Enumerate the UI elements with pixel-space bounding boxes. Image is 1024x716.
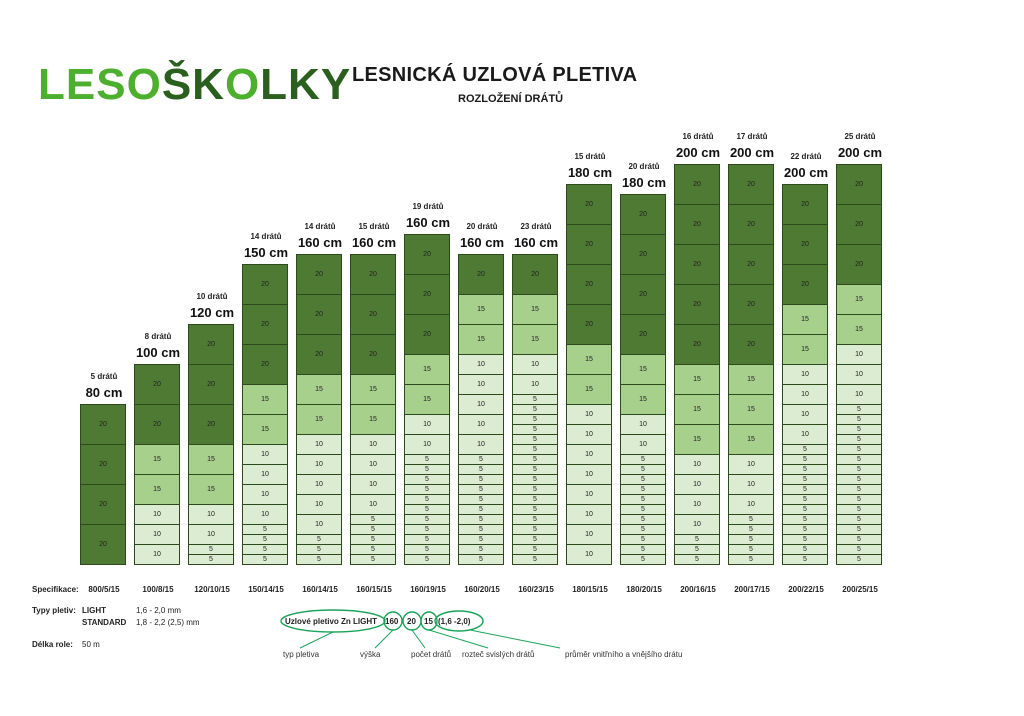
wire-gap-cell: 10 xyxy=(728,494,774,515)
wire-gap-cell: 5 xyxy=(782,484,828,495)
wire-gap-cell: 5 xyxy=(458,554,504,565)
wire-gap-cell: 5 xyxy=(296,554,342,565)
wire-gap-cell: 10 xyxy=(134,544,180,565)
wire-gap-cell: 15 xyxy=(404,384,450,415)
wire-gap-cell: 5 xyxy=(350,544,396,555)
wire-gap-cell: 5 xyxy=(728,524,774,535)
wire-gap-cell: 15 xyxy=(404,354,450,385)
height-label: 120 cm xyxy=(189,305,235,320)
roll-value: 50 m xyxy=(82,640,100,649)
wire-gap-cell: 10 xyxy=(458,394,504,415)
wire-gap-cell: 5 xyxy=(782,494,828,505)
wire-gap-cell: 20 xyxy=(674,284,720,325)
spec-value: 160/15/15 xyxy=(356,585,392,594)
wire-gap-cell: 5 xyxy=(512,514,558,525)
spec-value: 100/8/15 xyxy=(142,585,174,594)
wire-gap-cell: 5 xyxy=(296,534,342,545)
wire-gap-cell: 20 xyxy=(836,244,882,285)
wire-gap-cell: 10 xyxy=(242,504,288,525)
callout-lines xyxy=(300,630,560,648)
height-label: 150 cm xyxy=(243,245,289,260)
wire-gap-cell: 5 xyxy=(188,554,234,565)
wire-gap-cell: 5 xyxy=(728,544,774,555)
page-title: LESNICKÁ UZLOVÁ PLETIVA xyxy=(352,64,638,86)
wire-gap-cell: 15 xyxy=(620,384,666,415)
standard-label: STANDARD xyxy=(82,618,127,627)
light-label: LIGHT xyxy=(82,606,106,615)
spec-value: 160/23/15 xyxy=(518,585,554,594)
height-label: 180 cm xyxy=(567,165,613,180)
wire-gap-cell: 5 xyxy=(620,504,666,515)
wire-gap-cell: 20 xyxy=(782,224,828,265)
height-label: 160 cm xyxy=(351,235,397,250)
wire-gap-cell: 5 xyxy=(404,504,450,515)
wire-gap-cell: 20 xyxy=(566,264,612,305)
wire-gap-cell: 10 xyxy=(296,434,342,455)
wire-gap-cell: 10 xyxy=(566,404,612,425)
wire-gap-cell: 5 xyxy=(512,504,558,515)
wire-gap-cell: 5 xyxy=(620,454,666,465)
wire-gap-cell: 20 xyxy=(458,254,504,295)
wire-gap-cell: 20 xyxy=(620,194,666,235)
wire-gap-cell: 5 xyxy=(620,544,666,555)
wire-count-label: 23 drátů xyxy=(520,222,552,231)
wire-gap-cell: 20 xyxy=(512,254,558,295)
wire-count-label: 20 drátů xyxy=(466,222,498,231)
wire-gap-cell: 15 xyxy=(836,314,882,345)
spec-value: 150/14/15 xyxy=(248,585,284,594)
wire-gap-cell: 15 xyxy=(782,304,828,335)
wire-gap-cell: 5 xyxy=(836,494,882,505)
wire-gap-cell: 5 xyxy=(728,514,774,525)
wire-gap-cell: 10 xyxy=(566,464,612,485)
wire-gap-cell: 5 xyxy=(350,514,396,525)
wire-gap-cell: 5 xyxy=(512,454,558,465)
wire-gap-cell: 10 xyxy=(836,344,882,365)
wire-gap-cell: 5 xyxy=(512,394,558,405)
wire-gap-cell: 5 xyxy=(620,474,666,485)
spec-value: 200/25/15 xyxy=(842,585,878,594)
wire-count-label: 22 drátů xyxy=(790,152,822,161)
wire-gap-cell: 5 xyxy=(782,554,828,565)
wire-gap-cell: 10 xyxy=(296,494,342,515)
wire-gap-cell: 15 xyxy=(728,364,774,395)
spec-value: 200/16/15 xyxy=(680,585,716,594)
wire-gap-cell: 10 xyxy=(350,434,396,455)
wire-gap-cell: 15 xyxy=(836,284,882,315)
wire-gap-cell: 5 xyxy=(404,454,450,465)
wire-gap-cell: 5 xyxy=(512,444,558,455)
wire-gap-cell: 5 xyxy=(512,494,558,505)
standard-value: 1,8 - 2,2 (2,5) mm xyxy=(136,618,200,627)
wire-gap-cell: 20 xyxy=(296,334,342,375)
wire-gap-cell: 10 xyxy=(620,414,666,435)
wire-gap-cell: 5 xyxy=(782,444,828,455)
wire-gap-cell: 15 xyxy=(782,334,828,365)
wire-gap-cell: 10 xyxy=(458,374,504,395)
annotation-height: výška xyxy=(360,650,381,659)
wire-gap-cell: 10 xyxy=(674,514,720,535)
wire-gap-cell: 10 xyxy=(836,364,882,385)
wire-gap-cell: 5 xyxy=(458,504,504,515)
wire-gap-cell: 5 xyxy=(458,524,504,535)
spec-value: 800/5/15 xyxy=(88,585,120,594)
wire-gap-cell: 20 xyxy=(188,364,234,405)
height-label: 160 cm xyxy=(513,235,559,250)
wire-gap-cell: 10 xyxy=(566,524,612,545)
wire-gap-cell: 10 xyxy=(566,424,612,445)
wire-gap-cell: 10 xyxy=(458,414,504,435)
wire-gap-cell: 5 xyxy=(836,414,882,425)
example-count: 20 xyxy=(407,617,416,626)
wire-gap-cell: 20 xyxy=(188,404,234,445)
wire-gap-cell: 20 xyxy=(782,264,828,305)
wire-gap-cell: 10 xyxy=(782,404,828,425)
example-spacing: 15 xyxy=(424,617,433,626)
wire-gap-cell: 15 xyxy=(674,424,720,455)
wire-gap-cell: 20 xyxy=(620,274,666,315)
wire-gap-cell: 5 xyxy=(404,554,450,565)
wire-gap-cell: 20 xyxy=(242,304,288,345)
wire-gap-cell: 5 xyxy=(188,544,234,555)
wire-count-label: 10 drátů xyxy=(196,292,228,301)
wire-gap-cell: 15 xyxy=(512,294,558,325)
height-label: 160 cm xyxy=(297,235,343,250)
example-height: 160 xyxy=(385,617,399,626)
annotation-diameter: průměr vnitřního a vnějšího drátu xyxy=(565,650,683,659)
wire-gap-cell: 20 xyxy=(728,284,774,325)
wire-gap-cell: 20 xyxy=(836,164,882,205)
spec-value: 160/14/15 xyxy=(302,585,338,594)
wire-count-label: 20 drátů xyxy=(628,162,660,171)
height-label: 180 cm xyxy=(621,175,667,190)
wire-gap-cell: 5 xyxy=(512,554,558,565)
wire-gap-cell: 10 xyxy=(350,474,396,495)
wire-gap-cell: 10 xyxy=(404,414,450,435)
wire-gap-cell: 5 xyxy=(512,434,558,445)
wire-gap-cell: 5 xyxy=(242,554,288,565)
wire-gap-cell: 10 xyxy=(134,524,180,545)
wire-gap-cell: 5 xyxy=(674,544,720,555)
wire-gap-cell: 5 xyxy=(404,474,450,485)
wire-gap-cell: 5 xyxy=(782,534,828,545)
wire-gap-cell: 5 xyxy=(620,534,666,545)
wire-gap-cell: 15 xyxy=(134,474,180,505)
wire-count-label: 15 drátů xyxy=(358,222,390,231)
wire-gap-cell: 10 xyxy=(296,474,342,495)
wire-gap-cell: 20 xyxy=(674,324,720,365)
wire-gap-cell: 10 xyxy=(296,514,342,535)
wire-gap-cell: 10 xyxy=(350,494,396,515)
wire-gap-cell: 10 xyxy=(242,464,288,485)
wire-gap-cell: 5 xyxy=(512,484,558,495)
height-label: 160 cm xyxy=(405,215,451,230)
wire-gap-cell: 5 xyxy=(458,534,504,545)
wire-gap-cell: 10 xyxy=(566,544,612,565)
wire-count-label: 19 drátů xyxy=(412,202,444,211)
height-label: 200 cm xyxy=(675,145,721,160)
wire-gap-cell: 10 xyxy=(134,504,180,525)
wire-gap-cell: 5 xyxy=(782,544,828,555)
wire-gap-cell: 5 xyxy=(620,554,666,565)
wire-gap-cell: 5 xyxy=(404,544,450,555)
wire-gap-cell: 20 xyxy=(674,244,720,285)
wire-gap-cell: 5 xyxy=(512,404,558,415)
wire-gap-cell: 20 xyxy=(728,164,774,205)
wire-gap-cell: 20 xyxy=(80,484,126,525)
wire-gap-cell: 5 xyxy=(836,554,882,565)
wire-gap-cell: 5 xyxy=(782,454,828,465)
wire-gap-cell: 15 xyxy=(242,384,288,415)
wire-gap-cell: 10 xyxy=(350,454,396,475)
types-label: Typy pletiv: xyxy=(32,606,76,615)
wire-count-label: 8 drátů xyxy=(144,332,172,341)
height-label: 200 cm xyxy=(837,145,883,160)
wire-gap-cell: 5 xyxy=(404,534,450,545)
spec-label: Specifikace: xyxy=(32,585,79,594)
wire-gap-cell: 5 xyxy=(836,484,882,495)
annotation-count: počet drátů xyxy=(411,650,452,659)
wire-gap-cell: 5 xyxy=(404,514,450,525)
wire-gap-cell: 5 xyxy=(242,524,288,535)
wire-gap-cell: 5 xyxy=(404,464,450,475)
wire-gap-cell: 5 xyxy=(242,544,288,555)
wire-count-label: 5 drátů xyxy=(90,372,118,381)
wire-gap-cell: 5 xyxy=(836,444,882,455)
wire-gap-cell: 5 xyxy=(512,464,558,475)
wire-gap-cell: 15 xyxy=(674,364,720,395)
wire-gap-cell: 5 xyxy=(512,424,558,435)
wire-gap-cell: 10 xyxy=(512,354,558,375)
wire-gap-cell: 20 xyxy=(80,524,126,565)
wire-count-label: 14 drátů xyxy=(250,232,282,241)
wire-gap-cell: 5 xyxy=(512,414,558,425)
wire-gap-cell: 5 xyxy=(782,464,828,475)
height-label: 200 cm xyxy=(783,165,829,180)
page-subtitle: ROZLOŽENÍ DRÁTŮ xyxy=(458,93,564,105)
wire-count-label: 15 drátů xyxy=(574,152,606,161)
spec-value: 160/19/15 xyxy=(410,585,446,594)
wire-gap-cell: 10 xyxy=(620,434,666,455)
wire-gap-cell: 20 xyxy=(404,234,450,275)
wire-gap-cell: 5 xyxy=(242,534,288,545)
wire-gap-cell: 15 xyxy=(350,404,396,435)
wire-gap-cell: 20 xyxy=(728,204,774,245)
spec-value: 160/20/15 xyxy=(464,585,500,594)
wire-gap-cell: 5 xyxy=(350,524,396,535)
roll-label: Délka role: xyxy=(32,640,73,649)
wire-gap-cell: 15 xyxy=(296,404,342,435)
spec-value: 180/20/15 xyxy=(626,585,662,594)
wire-gap-cell: 20 xyxy=(674,164,720,205)
wire-gap-cell: 5 xyxy=(404,484,450,495)
wire-gap-cell: 15 xyxy=(674,394,720,425)
wire-gap-cell: 20 xyxy=(80,444,126,485)
wire-gap-cell: 5 xyxy=(836,404,882,415)
wire-gap-cell: 20 xyxy=(728,244,774,285)
wire-count-label: 17 drátů xyxy=(736,132,768,141)
wire-gap-cell: 5 xyxy=(836,504,882,515)
wire-gap-cell: 5 xyxy=(458,454,504,465)
wire-gap-cell: 10 xyxy=(242,444,288,465)
wire-gap-cell: 10 xyxy=(242,484,288,505)
wire-gap-cell: 5 xyxy=(620,484,666,495)
wire-gap-cell: 5 xyxy=(512,534,558,545)
wire-gap-cell: 20 xyxy=(836,204,882,245)
wire-gap-cell: 20 xyxy=(296,294,342,335)
wire-gap-cell: 20 xyxy=(242,344,288,385)
height-label: 200 cm xyxy=(729,145,775,160)
wire-gap-cell: 5 xyxy=(458,464,504,475)
wire-gap-cell: 10 xyxy=(458,434,504,455)
wire-gap-cell: 5 xyxy=(350,554,396,565)
wire-gap-cell: 20 xyxy=(620,234,666,275)
wire-gap-cell: 10 xyxy=(782,384,828,405)
wire-gap-cell: 15 xyxy=(512,324,558,355)
wire-gap-cell: 5 xyxy=(836,464,882,475)
wire-gap-cell: 15 xyxy=(728,394,774,425)
wire-gap-cell: 5 xyxy=(836,424,882,435)
wire-gap-cell: 5 xyxy=(674,534,720,545)
wire-gap-cell: 10 xyxy=(566,504,612,525)
wire-gap-cell: 20 xyxy=(404,274,450,315)
wire-gap-cell: 15 xyxy=(134,444,180,475)
wire-gap-cell: 5 xyxy=(782,504,828,515)
wire-gap-cell: 5 xyxy=(296,544,342,555)
wire-gap-cell: 5 xyxy=(728,554,774,565)
wire-gap-cell: 5 xyxy=(620,464,666,475)
wire-gap-cell: 5 xyxy=(674,554,720,565)
example-name: Uzlové pletivo Zn LIGHT xyxy=(285,617,378,626)
wire-gap-cell: 5 xyxy=(458,474,504,485)
wire-gap-cell: 10 xyxy=(404,434,450,455)
logo: LESOŠKOLKY xyxy=(38,60,352,109)
wire-gap-cell: 5 xyxy=(782,524,828,535)
wire-gap-cell: 20 xyxy=(134,364,180,405)
wire-gap-cell: 20 xyxy=(404,314,450,355)
wire-gap-cell: 15 xyxy=(242,414,288,445)
height-label: 80 cm xyxy=(85,385,123,400)
wire-gap-cell: 5 xyxy=(836,534,882,545)
wire-gap-cell: 15 xyxy=(458,294,504,325)
wire-gap-cell: 5 xyxy=(836,474,882,485)
spec-value: 180/15/15 xyxy=(572,585,608,594)
wire-gap-cell: 5 xyxy=(836,524,882,535)
wire-gap-cell: 20 xyxy=(566,184,612,225)
wire-gap-cell: 10 xyxy=(674,474,720,495)
wire-gap-cell: 20 xyxy=(80,404,126,445)
wire-gap-cell: 5 xyxy=(512,474,558,485)
wire-gap-cell: 5 xyxy=(836,544,882,555)
wire-gap-cell: 20 xyxy=(134,404,180,445)
wire-gap-cell: 20 xyxy=(566,304,612,345)
wire-gap-cell: 10 xyxy=(782,424,828,445)
wire-gap-cell: 5 xyxy=(350,534,396,545)
example-diameter: (1,6 -2,0) xyxy=(438,617,471,626)
wire-gap-cell: 5 xyxy=(404,524,450,535)
wire-gap-cell: 15 xyxy=(188,474,234,505)
wire-gap-cell: 5 xyxy=(620,494,666,505)
wire-gap-cell: 20 xyxy=(620,314,666,355)
wire-gap-cell: 5 xyxy=(836,454,882,465)
wire-gap-cell: 10 xyxy=(566,444,612,465)
wire-gap-cell: 10 xyxy=(458,354,504,375)
spec-value: 200/17/15 xyxy=(734,585,770,594)
wire-gap-cell: 5 xyxy=(728,534,774,545)
wire-gap-cell: 15 xyxy=(296,374,342,405)
wire-gap-cell: 15 xyxy=(728,424,774,455)
wire-gap-cell: 5 xyxy=(620,514,666,525)
wire-gap-cell: 15 xyxy=(188,444,234,475)
wire-gap-cell: 10 xyxy=(512,374,558,395)
wire-gap-cell: 5 xyxy=(458,514,504,525)
light-value: 1,6 - 2,0 mm xyxy=(136,606,181,615)
wire-gap-cell: 20 xyxy=(728,324,774,365)
wire-gap-cell: 20 xyxy=(188,324,234,365)
wire-gap-cell: 20 xyxy=(242,264,288,305)
wire-gap-cell: 5 xyxy=(836,514,882,525)
wire-gap-cell: 20 xyxy=(350,254,396,295)
wire-gap-cell: 10 xyxy=(674,454,720,475)
wire-gap-cell: 20 xyxy=(674,204,720,245)
wire-gap-cell: 15 xyxy=(350,374,396,405)
wire-gap-cell: 5 xyxy=(458,544,504,555)
spec-value: 120/10/15 xyxy=(194,585,230,594)
wire-gap-cell: 5 xyxy=(458,484,504,495)
wire-gap-cell: 5 xyxy=(782,514,828,525)
wire-gap-cell: 20 xyxy=(782,184,828,225)
wire-gap-cell: 20 xyxy=(296,254,342,295)
wire-gap-cell: 10 xyxy=(728,474,774,495)
wire-gap-cell: 10 xyxy=(566,484,612,505)
wire-gap-cell: 10 xyxy=(188,524,234,545)
annotation-spacing: rozteč svislých drátů xyxy=(462,650,535,659)
wire-gap-cell: 15 xyxy=(458,324,504,355)
wire-count-label: 14 drátů xyxy=(304,222,336,231)
height-label: 160 cm xyxy=(459,235,505,250)
height-label: 100 cm xyxy=(135,345,181,360)
wire-gap-cell: 5 xyxy=(512,544,558,555)
wire-gap-cell: 20 xyxy=(566,224,612,265)
wire-count-label: 25 drátů xyxy=(844,132,876,141)
wire-gap-cell: 10 xyxy=(782,364,828,385)
wire-gap-cell: 10 xyxy=(188,504,234,525)
wire-gap-cell: 5 xyxy=(782,474,828,485)
wire-gap-cell: 15 xyxy=(566,344,612,375)
wire-gap-cell: 10 xyxy=(728,454,774,475)
wire-gap-cell: 15 xyxy=(620,354,666,385)
wire-gap-cell: 5 xyxy=(512,524,558,535)
annotation-type: typ pletiva xyxy=(283,650,320,659)
wire-gap-cell: 10 xyxy=(674,494,720,515)
wire-gap-cell: 5 xyxy=(620,524,666,535)
wire-gap-cell: 10 xyxy=(836,384,882,405)
wire-gap-cell: 5 xyxy=(836,434,882,445)
wire-gap-cell: 5 xyxy=(458,494,504,505)
wire-gap-cell: 5 xyxy=(404,494,450,505)
wire-count-label: 16 drátů xyxy=(682,132,714,141)
wire-gap-cell: 15 xyxy=(566,374,612,405)
wire-gap-cell: 20 xyxy=(350,294,396,335)
wire-gap-cell: 10 xyxy=(296,454,342,475)
wire-gap-cell: 20 xyxy=(350,334,396,375)
spec-value: 200/22/15 xyxy=(788,585,824,594)
